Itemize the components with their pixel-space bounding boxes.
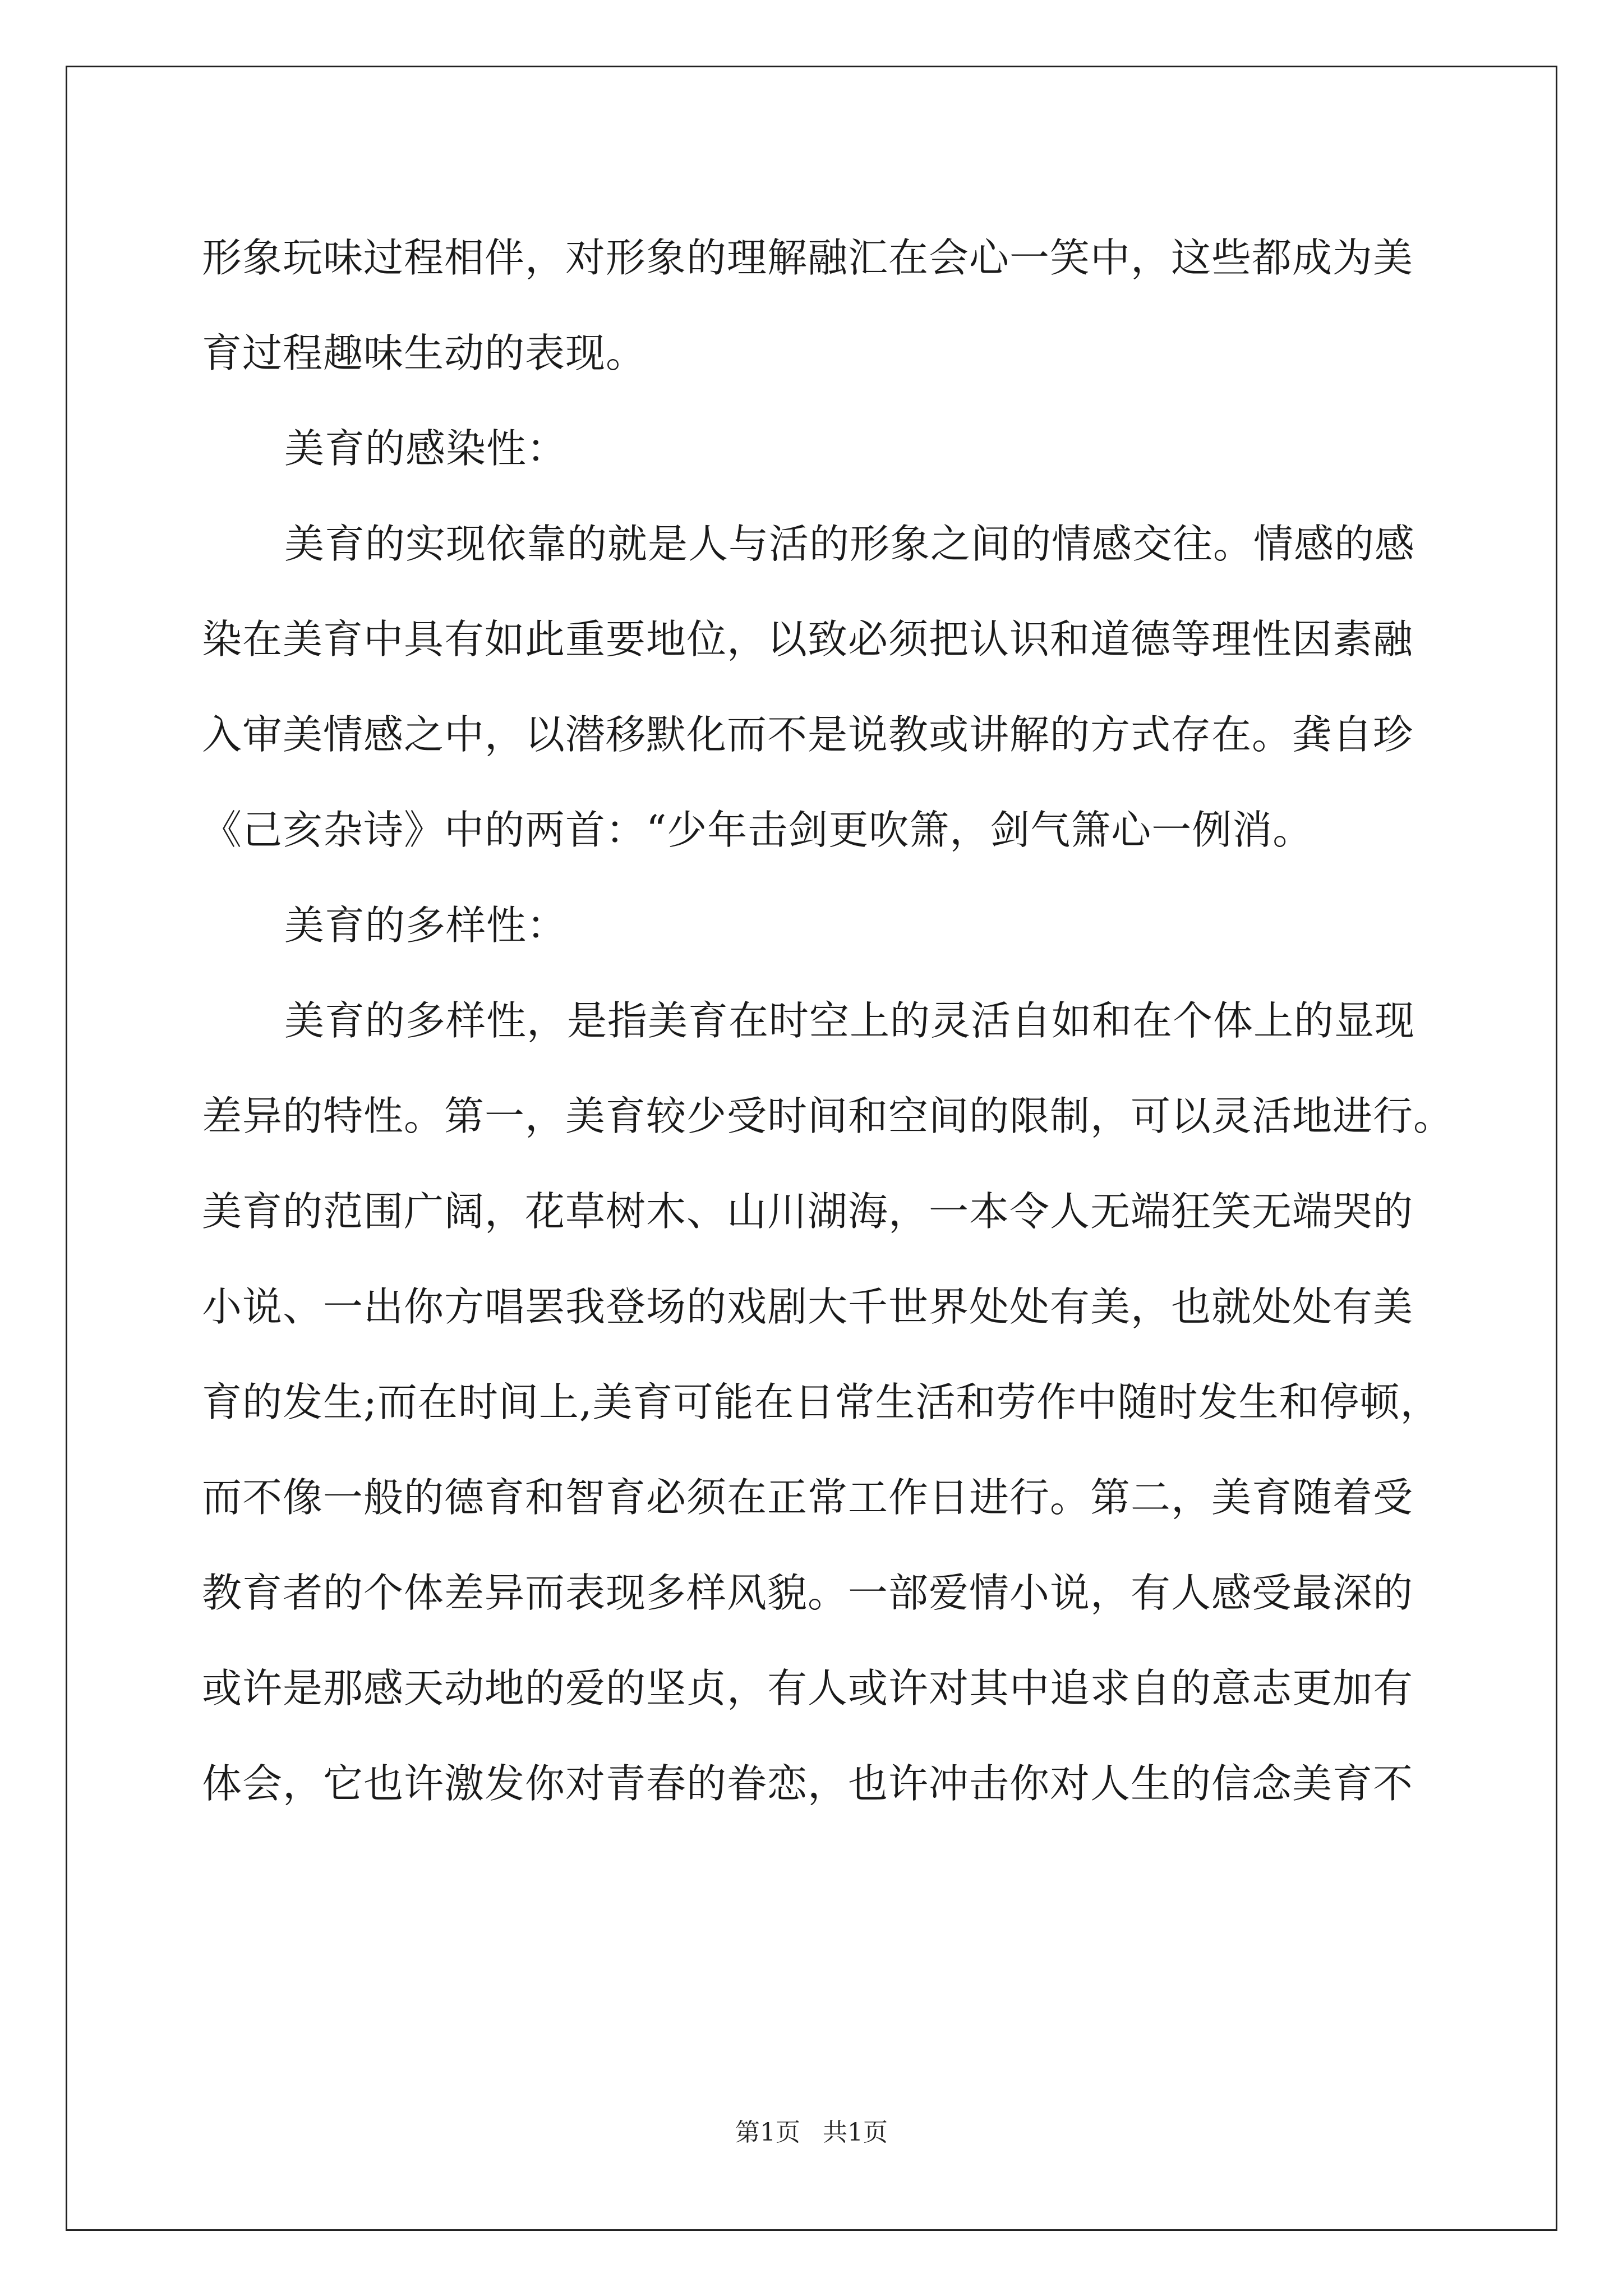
text-line: 美育的多样性，是指美育在时空上的灵活自如和在个体上的显现	[284, 997, 1415, 1044]
text-line: 美育的实现依靠的就是人与活的形象之间的情感交往。情感的感	[284, 521, 1415, 567]
page-total: 共1页	[823, 2118, 888, 2147]
text-line: 美育的范围广阔，花草树木、山川湖海，一本令人无端狂笑无端哭的	[202, 1188, 1414, 1235]
document-body	[202, 210, 1454, 1832]
text-line: 入审美情感之中，以潜移默化而不是说教或讲解的方式存在。龚自珍	[202, 711, 1414, 758]
page-footer	[0, 2116, 1623, 2150]
text-line: 育的发生;而在时间上,美育可能在日常生活和劳作中随时发生和停顿，	[202, 1379, 1441, 1425]
text-line: 染在美育中具有如此重要地位，以致必须把认识和道德等理性因素融	[202, 616, 1414, 662]
section-heading: 美育的感染性：	[284, 425, 568, 472]
text-line: 差异的特性。第一，美育较少受时间和空间的限制，可以灵活地进行。	[202, 1093, 1454, 1139]
text-line: 或许是那感天动地的爱的坚贞，有人或许对其中追求自的意志更加有	[202, 1665, 1414, 1711]
text-line: 而不像一般的德育和智育必须在正常工作日进行。第二，美育随着受	[202, 1474, 1414, 1521]
text-line: 《己亥杂诗》中的两首：“少年击剑更吹箫，剑气箫心一例消。	[202, 807, 1313, 853]
text-line: 教育者的个体差异而表现多样风貌。一部爱情小说，有人感受最深的	[202, 1570, 1414, 1616]
section-heading: 美育的多样性：	[284, 902, 568, 949]
page-number: 第1页	[735, 2118, 800, 2147]
text-line: 育过程趣味生动的表现。	[202, 330, 647, 376]
text-line: 形象玩味过程相伴，对形象的理解融汇在会心一笑中，这些都成为美	[202, 234, 1414, 281]
text-line: 小说、一出你方唱罢我登场的戏剧大千世界处处有美，也就处处有美	[202, 1283, 1414, 1330]
text-line: 体会，它也许激发你对青春的眷恋，也许冲击你对人生的信念美育不	[202, 1760, 1414, 1807]
